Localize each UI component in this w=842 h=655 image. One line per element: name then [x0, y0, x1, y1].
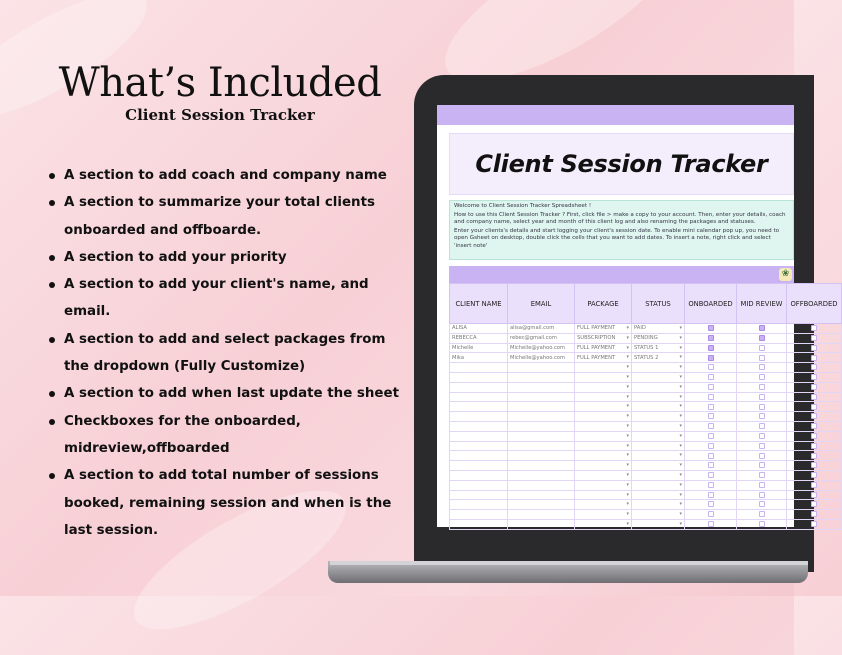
email-cell[interactable]: Michelle@yahoo.com: [508, 353, 575, 363]
empty-cell[interactable]: [508, 470, 575, 480]
empty-checkbox-cell[interactable]: [787, 382, 842, 392]
empty-cell[interactable]: [450, 510, 508, 520]
status-dropdown[interactable]: PAID ▾: [632, 324, 685, 334]
empty-checkbox[interactable]: [708, 384, 714, 390]
midreview-checkbox[interactable]: [759, 335, 765, 341]
instruction-line: How to use this Client Session Tracker ? First, click file > make a copy to your account. Then, enter your details, coach and company name, select year and month of this client log and also renaming the packages and statuses.: [454, 211, 786, 226]
empty-dropdown-cell[interactable]: [632, 382, 685, 392]
offboarded-cell: [787, 353, 842, 363]
empty-cell[interactable]: [508, 519, 575, 529]
empty-checkbox[interactable]: [811, 482, 817, 488]
client-name-cell[interactable]: Mika: [450, 353, 508, 363]
empty-dropdown-cell[interactable]: [575, 412, 632, 422]
column-header: CLIENT NAME: [450, 284, 508, 324]
empty-table-row: [450, 392, 842, 402]
empty-checkbox[interactable]: [708, 492, 714, 498]
empty-cell[interactable]: [450, 500, 508, 510]
empty-table-row: [450, 441, 842, 451]
empty-table-row: [450, 412, 842, 422]
empty-dropdown-cell[interactable]: [632, 372, 685, 382]
midreview-cell: [737, 343, 787, 353]
empty-dropdown-cell[interactable]: [632, 510, 685, 520]
column-header: EMAIL: [508, 284, 575, 324]
email-cell[interactable]: Michelle@yahoo.com: [508, 343, 575, 353]
empty-dropdown-cell[interactable]: [632, 470, 685, 480]
empty-checkbox[interactable]: [759, 482, 765, 488]
empty-cell[interactable]: [508, 402, 575, 412]
instruction-line: Enter your clients's details and start logging your client's session date. To enable mini calendar pop up, you need to open Gsheet on desktop, double click the cells that you want to add dates. To insert a note, right click and select 'insert note': [454, 227, 780, 249]
empty-checkbox[interactable]: [811, 384, 817, 390]
empty-checkbox[interactable]: [811, 374, 817, 380]
empty-checkbox[interactable]: [708, 501, 714, 507]
empty-checkbox[interactable]: [759, 394, 765, 400]
empty-checkbox[interactable]: [759, 433, 765, 439]
feature-item: A section to add coach and company name: [48, 162, 408, 189]
empty-checkbox[interactable]: [759, 413, 765, 419]
empty-checkbox-cell[interactable]: [787, 500, 842, 510]
empty-dropdown-cell[interactable]: [632, 461, 685, 471]
empty-dropdown-cell[interactable]: [632, 412, 685, 422]
feature-item: A section to add and select packages from the dropdown (Fully Customize): [48, 326, 408, 381]
empty-dropdown-cell[interactable]: [632, 480, 685, 490]
midreview-cell: [737, 324, 787, 334]
empty-cell[interactable]: [450, 402, 508, 412]
package-dropdown[interactable]: FULL PAYMENT ▾: [575, 353, 632, 363]
empty-table-row: [450, 372, 842, 382]
feature-list: [48, 162, 408, 544]
empty-cell[interactable]: [450, 519, 508, 529]
empty-table-row: [450, 363, 842, 373]
onboarded-cell: [685, 353, 737, 363]
empty-cell[interactable]: [450, 431, 508, 441]
empty-cell[interactable]: [508, 451, 575, 461]
empty-cell[interactable]: [508, 500, 575, 510]
empty-cell[interactable]: [508, 363, 575, 373]
empty-cell[interactable]: [508, 392, 575, 402]
offboarded-cell: [787, 333, 842, 343]
column-header: MID REVIEW: [737, 284, 787, 324]
table-row: [450, 343, 842, 353]
sheet-header-band: [437, 105, 794, 125]
empty-checkbox-cell[interactable]: [787, 490, 842, 500]
midreview-checkbox[interactable]: [759, 355, 765, 361]
column-header: PACKAGE: [575, 284, 632, 324]
empty-checkbox[interactable]: [708, 423, 714, 429]
empty-dropdown-cell[interactable]: [575, 451, 632, 461]
empty-dropdown-cell[interactable]: [575, 510, 632, 520]
empty-dropdown-cell[interactable]: [575, 470, 632, 480]
empty-dropdown-cell[interactable]: [632, 519, 685, 529]
empty-dropdown-cell[interactable]: [632, 500, 685, 510]
empty-checkbox-cell[interactable]: [737, 402, 787, 412]
empty-checkbox[interactable]: [708, 511, 714, 517]
client-name-cell[interactable]: REBECCA: [450, 333, 508, 343]
empty-checkbox[interactable]: [811, 443, 817, 449]
table-row: [450, 333, 842, 343]
empty-checkbox[interactable]: [811, 501, 817, 507]
empty-checkbox-cell[interactable]: [787, 402, 842, 412]
empty-dropdown-cell[interactable]: [575, 490, 632, 500]
email-cell[interactable]: rebec@gmail.com: [508, 333, 575, 343]
empty-cell[interactable]: [450, 421, 508, 431]
empty-checkbox[interactable]: [811, 472, 817, 478]
empty-checkbox[interactable]: [759, 364, 765, 370]
empty-checkbox-cell[interactable]: [685, 451, 737, 461]
empty-checkbox-cell[interactable]: [685, 441, 737, 451]
empty-checkbox-cell[interactable]: [737, 421, 787, 431]
package-dropdown[interactable]: FULL PAYMENT ▾: [575, 343, 632, 353]
empty-checkbox-cell[interactable]: [737, 500, 787, 510]
empty-checkbox[interactable]: [811, 462, 817, 468]
empty-cell[interactable]: [508, 372, 575, 382]
empty-checkbox-cell[interactable]: [685, 490, 737, 500]
feature-item: A section to add total number of sessions booked, remaining session and when is the last session.: [48, 462, 408, 544]
table-header-row: [450, 284, 842, 324]
empty-cell[interactable]: [450, 451, 508, 461]
empty-cell[interactable]: [508, 421, 575, 431]
empty-checkbox-cell[interactable]: [685, 421, 737, 431]
feature-item: Checkboxes for the onboarded, midreview,offboarded: [48, 408, 408, 463]
empty-checkbox[interactable]: [759, 384, 765, 390]
instruction-line: Welcome to Client Session Tracker Spreadsheet !: [454, 203, 592, 209]
empty-checkbox[interactable]: [759, 453, 765, 459]
empty-checkbox-cell[interactable]: [685, 372, 737, 382]
empty-dropdown-cell[interactable]: [575, 421, 632, 431]
empty-cell[interactable]: [450, 363, 508, 373]
status-dropdown[interactable]: STATUS 1 ▾: [632, 343, 685, 353]
empty-dropdown-cell[interactable]: [632, 363, 685, 373]
empty-checkbox-cell[interactable]: [787, 363, 842, 373]
empty-checkbox-cell[interactable]: [685, 382, 737, 392]
empty-checkbox-cell[interactable]: [685, 510, 737, 520]
empty-checkbox[interactable]: [759, 404, 765, 410]
empty-cell[interactable]: [450, 480, 508, 490]
onboarded-checkbox[interactable]: [708, 335, 714, 341]
empty-dropdown-cell[interactable]: [575, 402, 632, 412]
empty-checkbox-cell[interactable]: [685, 402, 737, 412]
midreview-checkbox[interactable]: [759, 345, 765, 351]
empty-cell[interactable]: [450, 382, 508, 392]
client-table: [449, 283, 842, 530]
empty-checkbox[interactable]: [759, 472, 765, 478]
empty-dropdown-cell[interactable]: [632, 431, 685, 441]
empty-checkbox-cell[interactable]: [787, 480, 842, 490]
empty-checkbox-cell[interactable]: [787, 431, 842, 441]
empty-checkbox-cell[interactable]: [737, 510, 787, 520]
empty-checkbox-cell[interactable]: [737, 480, 787, 490]
offboarded-checkbox[interactable]: [811, 355, 817, 361]
empty-checkbox[interactable]: [708, 482, 714, 488]
empty-checkbox[interactable]: [811, 423, 817, 429]
empty-dropdown-cell[interactable]: [575, 382, 632, 392]
empty-checkbox-cell[interactable]: [685, 470, 737, 480]
empty-checkbox[interactable]: [708, 453, 714, 459]
empty-checkbox[interactable]: [708, 404, 714, 410]
empty-dropdown-cell[interactable]: [575, 519, 632, 529]
feature-item: A section to add your priority: [48, 244, 408, 271]
column-header: OFFBOARDED: [787, 284, 842, 324]
empty-dropdown-cell[interactable]: [632, 392, 685, 402]
offboarded-cell: [787, 324, 842, 334]
empty-cell[interactable]: [450, 412, 508, 422]
email-cell[interactable]: alisa@gmail.com: [508, 324, 575, 334]
empty-table-row: [450, 510, 842, 520]
empty-table-row: [450, 490, 842, 500]
empty-checkbox[interactable]: [708, 472, 714, 478]
empty-cell[interactable]: [508, 382, 575, 392]
empty-dropdown-cell[interactable]: [575, 372, 632, 382]
onboarded-checkbox[interactable]: [708, 355, 714, 361]
empty-cell[interactable]: [508, 490, 575, 500]
empty-checkbox[interactable]: [759, 423, 765, 429]
empty-checkbox[interactable]: [708, 394, 714, 400]
plant-icon: ❀: [779, 268, 792, 281]
empty-checkbox[interactable]: [708, 462, 714, 468]
empty-table-row: [450, 470, 842, 480]
empty-cell[interactable]: [450, 461, 508, 471]
offboarded-checkbox[interactable]: [811, 325, 817, 331]
empty-dropdown-cell[interactable]: [575, 363, 632, 373]
empty-checkbox-cell[interactable]: [737, 490, 787, 500]
empty-checkbox[interactable]: [811, 492, 817, 498]
midreview-cell: [737, 333, 787, 343]
empty-checkbox-cell[interactable]: [737, 372, 787, 382]
empty-checkbox[interactable]: [708, 521, 714, 527]
laptop-base-edge: [330, 561, 808, 565]
offboarded-checkbox[interactable]: [811, 335, 817, 341]
empty-checkbox[interactable]: [708, 433, 714, 439]
empty-checkbox[interactable]: [811, 404, 817, 410]
empty-checkbox[interactable]: [759, 521, 765, 527]
empty-checkbox[interactable]: [811, 413, 817, 419]
empty-cell[interactable]: [508, 441, 575, 451]
empty-checkbox-cell[interactable]: [787, 461, 842, 471]
empty-checkbox[interactable]: [708, 413, 714, 419]
page-title: What’s Included: [58, 60, 382, 106]
empty-checkbox-cell[interactable]: [685, 363, 737, 373]
empty-checkbox-cell[interactable]: [685, 500, 737, 510]
page-subtitle: Client Session Tracker: [125, 106, 315, 124]
offboarded-checkbox[interactable]: [811, 345, 817, 351]
empty-checkbox[interactable]: [708, 374, 714, 380]
package-dropdown[interactable]: SUBSCRIPTION ▾: [575, 333, 632, 343]
table-header-band: [449, 266, 794, 283]
empty-cell[interactable]: [450, 441, 508, 451]
empty-table-row: [450, 519, 842, 529]
empty-checkbox-cell[interactable]: [737, 363, 787, 373]
empty-checkbox[interactable]: [811, 433, 817, 439]
instructions-box: [449, 200, 794, 260]
empty-dropdown-cell[interactable]: [632, 451, 685, 461]
empty-checkbox[interactable]: [811, 364, 817, 370]
empty-cell[interactable]: [450, 392, 508, 402]
feature-item: A section to add when last update the sheet: [48, 380, 408, 407]
empty-checkbox-cell[interactable]: [787, 470, 842, 480]
empty-checkbox[interactable]: [759, 443, 765, 449]
empty-checkbox-cell[interactable]: [787, 421, 842, 431]
empty-cell[interactable]: [508, 412, 575, 422]
empty-checkbox-cell[interactable]: [787, 412, 842, 422]
client-name-cell[interactable]: Michelle: [450, 343, 508, 353]
empty-dropdown-cell[interactable]: [575, 500, 632, 510]
empty-cell[interactable]: [508, 431, 575, 441]
empty-checkbox-cell[interactable]: [685, 519, 737, 529]
table-row: [450, 324, 842, 334]
empty-cell[interactable]: [450, 372, 508, 382]
onboarded-checkbox[interactable]: [708, 345, 714, 351]
empty-checkbox-cell[interactable]: [737, 431, 787, 441]
empty-checkbox[interactable]: [759, 374, 765, 380]
onboarded-cell: [685, 324, 737, 334]
tracker-banner: [449, 133, 794, 195]
empty-dropdown-cell[interactable]: [575, 441, 632, 451]
onboarded-cell: [685, 333, 737, 343]
empty-checkbox-cell[interactable]: [737, 451, 787, 461]
empty-table-row: [450, 431, 842, 441]
empty-checkbox-cell[interactable]: [685, 431, 737, 441]
status-dropdown[interactable]: PENDING ▾: [632, 333, 685, 343]
empty-checkbox-cell[interactable]: [685, 392, 737, 402]
empty-checkbox[interactable]: [811, 394, 817, 400]
empty-checkbox-cell[interactable]: [685, 461, 737, 471]
midreview-cell: [737, 353, 787, 363]
empty-dropdown-cell[interactable]: [632, 441, 685, 451]
empty-checkbox-cell[interactable]: [737, 519, 787, 529]
empty-table-row: [450, 421, 842, 431]
tracker-title: Client Session Tracker: [475, 150, 768, 178]
empty-table-row: [450, 480, 842, 490]
empty-checkbox-cell[interactable]: [737, 441, 787, 451]
empty-table-row: [450, 451, 842, 461]
client-table-wrapper: [449, 283, 838, 530]
onboarded-checkbox[interactable]: [708, 325, 714, 331]
empty-table-row: [450, 382, 842, 392]
empty-checkbox[interactable]: [759, 492, 765, 498]
empty-dropdown-cell[interactable]: [632, 490, 685, 500]
empty-checkbox[interactable]: [708, 443, 714, 449]
empty-checkbox-cell[interactable]: [737, 470, 787, 480]
empty-checkbox-cell[interactable]: [685, 480, 737, 490]
empty-dropdown-cell[interactable]: [632, 402, 685, 412]
empty-checkbox[interactable]: [811, 511, 817, 517]
empty-checkbox-cell[interactable]: [787, 510, 842, 520]
table-row: [450, 353, 842, 363]
empty-cell[interactable]: [450, 470, 508, 480]
empty-checkbox[interactable]: [811, 521, 817, 527]
empty-checkbox[interactable]: [759, 501, 765, 507]
empty-checkbox[interactable]: [708, 364, 714, 370]
empty-checkbox[interactable]: [759, 511, 765, 517]
empty-table-row: [450, 461, 842, 471]
column-header: ONBOARDED: [685, 284, 737, 324]
empty-cell[interactable]: [508, 480, 575, 490]
empty-table-row: [450, 402, 842, 412]
empty-dropdown-cell[interactable]: [575, 461, 632, 471]
empty-checkbox-cell[interactable]: [787, 441, 842, 451]
status-dropdown[interactable]: STATUS 2 ▾: [632, 353, 685, 363]
empty-dropdown-cell[interactable]: [575, 480, 632, 490]
empty-dropdown-cell[interactable]: [575, 392, 632, 402]
empty-checkbox-cell[interactable]: [737, 461, 787, 471]
empty-cell[interactable]: [508, 510, 575, 520]
empty-checkbox[interactable]: [759, 462, 765, 468]
empty-checkbox-cell[interactable]: [737, 412, 787, 422]
empty-checkbox[interactable]: [811, 453, 817, 459]
onboarded-cell: [685, 343, 737, 353]
empty-dropdown-cell[interactable]: [632, 421, 685, 431]
empty-table-row: [450, 500, 842, 510]
laptop-screen: [437, 105, 838, 527]
empty-checkbox-cell[interactable]: [685, 412, 737, 422]
empty-dropdown-cell[interactable]: [575, 431, 632, 441]
empty-checkbox-cell[interactable]: [787, 519, 842, 529]
empty-checkbox-cell[interactable]: [787, 451, 842, 461]
empty-cell[interactable]: [450, 490, 508, 500]
empty-checkbox-cell[interactable]: [737, 382, 787, 392]
empty-checkbox-cell[interactable]: [787, 392, 842, 402]
empty-cell[interactable]: [508, 461, 575, 471]
feature-item: A section to add your client's name, and email.: [48, 271, 408, 326]
empty-checkbox-cell[interactable]: [737, 392, 787, 402]
column-header: STATUS: [632, 284, 685, 324]
offboarded-cell: [787, 343, 842, 353]
client-name-cell[interactable]: ALISA: [450, 324, 508, 334]
midreview-checkbox[interactable]: [759, 325, 765, 331]
feature-item: A section to summarize your total clients onboarded and offboarde.: [48, 189, 408, 244]
package-dropdown[interactable]: FULL PAYMENT ▾: [575, 324, 632, 334]
empty-checkbox-cell[interactable]: [787, 372, 842, 382]
